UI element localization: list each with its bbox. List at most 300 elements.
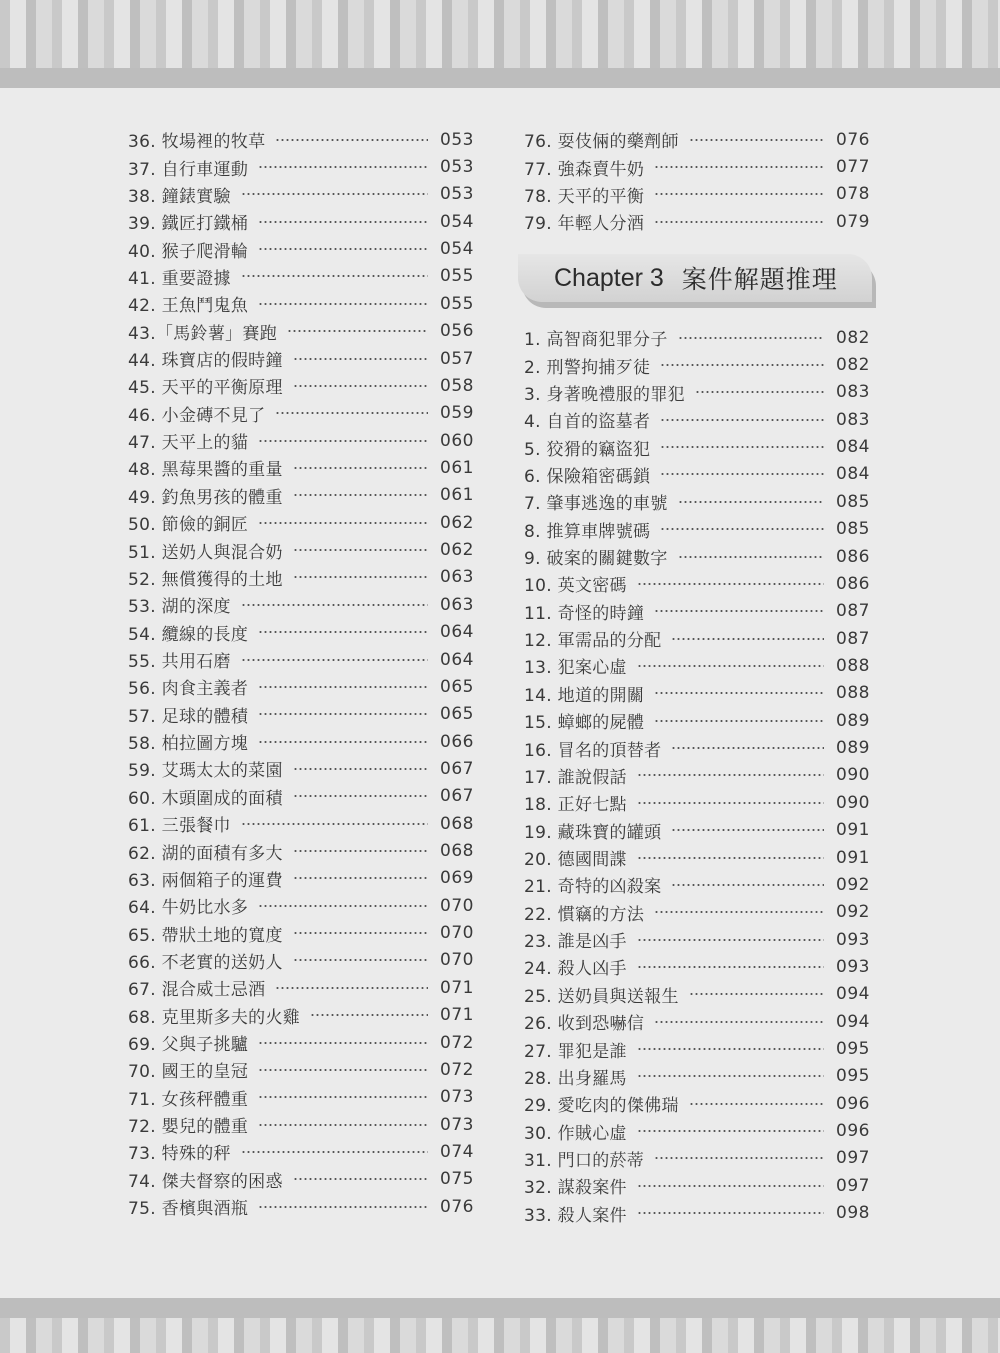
toc-entry-title: 15. 蟑螂的屍體	[524, 713, 645, 734]
toc-entry	[128, 837, 474, 864]
toc-entry-title: 47. 天平上的貓	[128, 433, 249, 454]
dot-leader	[258, 1206, 428, 1208]
toc-entry-title: 11. 奇怪的時鐘	[524, 603, 645, 624]
toc-entry-title: 28. 出身羅馬	[524, 1068, 627, 1089]
toc-entry	[524, 926, 870, 953]
toc-entry-page: 062	[440, 512, 474, 533]
dot-leader	[241, 823, 428, 825]
dot-leader	[660, 419, 824, 421]
dot-leader	[258, 1096, 428, 1098]
toc-entry	[128, 235, 474, 262]
dot-leader	[293, 959, 428, 961]
toc-entry	[128, 208, 474, 235]
toc-entry	[524, 1200, 870, 1227]
dot-leader	[671, 829, 824, 831]
toc-entry-title: 37. 自行車運動	[128, 159, 249, 180]
toc-entry	[128, 427, 474, 454]
toc-entry-title: 65. 帶狀土地的寬度	[128, 925, 283, 946]
bottom-rule	[0, 1298, 1000, 1318]
dot-leader	[637, 1075, 824, 1077]
toc-entry-page: 067	[440, 758, 474, 779]
toc-entry	[128, 755, 474, 782]
dot-leader	[293, 850, 428, 852]
toc-entry	[524, 707, 870, 734]
toc-entry-page: 053	[440, 184, 474, 205]
toc-entry-page: 085	[836, 491, 870, 512]
toc-entry	[128, 646, 474, 673]
toc-entry-title: 73. 特殊的秤	[128, 1144, 231, 1165]
toc-entry-title: 9. 破案的關鍵數字	[524, 549, 668, 570]
dot-leader	[293, 795, 428, 797]
toc-entry	[128, 673, 474, 700]
dot-leader	[287, 330, 428, 332]
toc-entry-page: 065	[440, 676, 474, 697]
dot-leader	[258, 713, 428, 715]
toc-entry-page: 083	[836, 409, 870, 430]
dot-leader	[275, 412, 428, 414]
toc-entry-title: 57. 足球的體積	[128, 706, 249, 727]
toc-entry-title: 24. 殺人凶手	[524, 959, 627, 980]
toc-entry-page: 079	[836, 211, 870, 232]
toc-entry-page: 073	[440, 1114, 474, 1135]
toc-entry-page: 085	[836, 519, 870, 540]
toc-entry-page: 094	[836, 1011, 870, 1032]
toc-entry	[128, 290, 474, 317]
dot-leader	[293, 576, 428, 578]
toc-entry	[524, 1035, 870, 1062]
toc-entry-page: 095	[836, 1066, 870, 1087]
toc-entry-title: 67. 混合威士忌酒	[128, 980, 266, 1001]
toc-entry-page: 067	[440, 786, 474, 807]
toc-entry-page: 061	[440, 485, 474, 506]
dot-leader	[637, 1212, 824, 1214]
toc-entry-page: 060	[440, 430, 474, 451]
toc-entry	[128, 947, 474, 974]
dot-leader	[637, 966, 824, 968]
toc-entry	[524, 652, 870, 679]
toc-entry	[128, 1002, 474, 1029]
toc-entry	[524, 1008, 870, 1035]
toc-entry	[524, 543, 870, 570]
chapter-heading-banner	[518, 254, 872, 302]
toc-entry-page: 076	[440, 1196, 474, 1217]
toc-entry-page: 098	[836, 1203, 870, 1224]
toc-entry-title: 72. 嬰兒的體重	[128, 1117, 249, 1138]
toc-entry	[524, 433, 870, 460]
toc-right-column-top	[524, 126, 870, 235]
toc-entry-page: 090	[836, 765, 870, 786]
dot-leader	[241, 193, 428, 195]
toc-entry	[524, 1090, 870, 1117]
dot-leader	[654, 720, 824, 722]
toc-entry-page: 090	[836, 792, 870, 813]
toc-entry	[524, 379, 870, 406]
toc-entry	[128, 1138, 474, 1165]
toc-entry-page: 064	[440, 622, 474, 643]
toc-entry	[524, 844, 870, 871]
toc-entry	[128, 153, 474, 180]
dot-leader	[660, 364, 824, 366]
dot-leader	[654, 166, 824, 168]
toc-entry-title: 42. 王魚鬥鬼魚	[128, 296, 249, 317]
toc-entry-page: 089	[836, 710, 870, 731]
toc-entry-page: 091	[836, 847, 870, 868]
toc-entry	[128, 974, 474, 1001]
toc-entry-page: 073	[440, 1087, 474, 1108]
dot-leader	[654, 221, 824, 223]
dot-leader	[654, 193, 824, 195]
toc-entry	[128, 126, 474, 153]
toc-entry-page: 097	[836, 1175, 870, 1196]
toc-entry-page: 088	[836, 683, 870, 704]
toc-entry-title: 69. 父與子挑驢	[128, 1035, 249, 1056]
dot-leader	[258, 686, 428, 688]
toc-entry	[524, 324, 870, 351]
toc-entry-title: 52. 無償獲得的土地	[128, 569, 283, 590]
toc-entry-page: 072	[440, 1059, 474, 1080]
toc-entry-page: 077	[836, 157, 870, 178]
toc-entry	[128, 263, 474, 290]
bottom-stripe-band	[0, 1318, 1000, 1353]
dot-leader	[258, 221, 428, 223]
dot-leader	[689, 139, 824, 141]
toc-entry-title: 13. 犯案心虛	[524, 658, 627, 679]
toc-entry	[128, 591, 474, 618]
dot-leader	[637, 802, 824, 804]
toc-entry	[524, 126, 870, 153]
toc-entry-title: 79. 年輕人分酒	[524, 214, 645, 235]
toc-entry	[128, 892, 474, 919]
dot-leader	[258, 522, 428, 524]
toc-entry-page: 071	[440, 977, 474, 998]
toc-entry-title: 31. 門口的菸蒂	[524, 1150, 645, 1171]
toc-entry	[524, 953, 870, 980]
toc-entry-title: 20. 德國間諜	[524, 850, 627, 870]
dot-leader	[637, 774, 824, 776]
toc-entry-page: 063	[440, 567, 474, 588]
dot-leader	[637, 1130, 824, 1132]
toc-entry	[128, 482, 474, 509]
toc-entry	[524, 899, 870, 926]
toc-entry	[524, 789, 870, 816]
toc-entry	[524, 871, 870, 898]
toc-entry-title: 55. 共用石磨	[128, 652, 231, 672]
toc-entry	[128, 1166, 474, 1193]
toc-entry-title: 54. 纜線的長度	[128, 624, 249, 645]
toc-entry	[128, 618, 474, 645]
toc-entry	[128, 919, 474, 946]
toc-entry	[128, 181, 474, 208]
toc-entry	[128, 400, 474, 427]
toc-entry-page: 069	[440, 868, 474, 889]
toc-entry	[128, 1111, 474, 1138]
toc-entry	[524, 351, 870, 378]
toc-entry-page: 070	[440, 895, 474, 916]
toc-entry-page: 093	[836, 956, 870, 977]
dot-leader	[293, 549, 428, 551]
toc-entry-page: 076	[836, 129, 870, 150]
toc-entry-page: 063	[440, 594, 474, 615]
dot-leader	[258, 631, 428, 633]
dot-leader	[293, 385, 428, 387]
dot-leader	[660, 446, 824, 448]
toc-entry-title: 39. 鐵匠打鐵桶	[128, 214, 249, 235]
toc-entry-page: 096	[836, 1121, 870, 1142]
dot-leader	[258, 303, 428, 305]
dot-leader	[654, 1157, 824, 1159]
toc-entry-title: 27. 罪犯是誰	[524, 1041, 627, 1062]
dot-leader	[671, 747, 824, 749]
chapter-label: Chapter 3	[554, 263, 664, 292]
toc-entry-title: 32. 謀殺案件	[524, 1178, 627, 1199]
toc-entry-page: 062	[440, 540, 474, 561]
toc-entry	[524, 461, 870, 488]
toc-entry	[128, 454, 474, 481]
toc-entry	[524, 181, 870, 208]
toc-entry-page: 055	[440, 266, 474, 287]
dot-leader	[678, 556, 824, 558]
toc-entry	[524, 488, 870, 515]
toc-entry	[128, 783, 474, 810]
dot-leader	[654, 610, 824, 612]
dot-leader	[275, 139, 428, 141]
toc-entry	[524, 406, 870, 433]
toc-entry-title: 43.「馬鈴薯」賽跑	[128, 323, 278, 344]
toc-entry	[524, 598, 870, 625]
toc-entry-title: 17. 誰說假話	[524, 767, 627, 788]
toc-right-column-bottom	[524, 324, 870, 1227]
toc-entry-page: 065	[440, 704, 474, 725]
toc-entry-title: 46. 小金磚不見了	[128, 405, 266, 426]
toc-entry-page: 084	[836, 437, 870, 458]
toc-entry-title: 5. 狡猾的竊盜犯	[524, 439, 651, 460]
toc-entry-title: 71. 女孩秤體重	[128, 1089, 249, 1110]
dot-leader	[241, 604, 428, 606]
toc-entry-page: 054	[440, 211, 474, 232]
toc-entry	[128, 728, 474, 755]
toc-entry-title: 49. 釣魚男孩的體重	[128, 487, 283, 508]
dot-leader	[695, 391, 824, 393]
toc-entry	[524, 1063, 870, 1090]
toc-entry	[128, 372, 474, 399]
top-stripe-band	[0, 0, 1000, 68]
toc-entry	[128, 536, 474, 563]
toc-entry	[524, 153, 870, 180]
toc-entry-page: 072	[440, 1032, 474, 1053]
toc-entry-title: 4. 自首的盜墓者	[524, 412, 651, 433]
toc-entry-title: 36. 牧場裡的牧草	[128, 132, 266, 153]
toc-entry-title: 75. 香檳與酒瓶	[128, 1199, 249, 1220]
toc-entry-title: 2. 刑警拘捕歹徒	[524, 357, 651, 378]
toc-entry-page: 094	[836, 984, 870, 1005]
toc-entry-page: 087	[836, 628, 870, 649]
toc-entry-title: 33. 殺人案件	[524, 1205, 627, 1226]
toc-entry-title: 78. 天平的平衡	[524, 186, 645, 207]
toc-entry-page: 086	[836, 546, 870, 567]
toc-entry-title: 19. 藏珠寶的罐頭	[524, 822, 662, 843]
toc-entry	[128, 345, 474, 372]
toc-entry	[524, 1145, 870, 1172]
dot-leader	[293, 358, 428, 360]
toc-entry-title: 58. 柏拉圖方塊	[128, 734, 249, 755]
dot-leader	[293, 932, 428, 934]
toc-entry-title: 59. 艾瑪太太的菜園	[128, 761, 283, 782]
toc-entry-title: 3. 身著晚禮服的罪犯	[524, 384, 685, 405]
toc-entry-page: 068	[440, 841, 474, 862]
toc-entry-title: 8. 推算車牌號碼	[524, 521, 651, 542]
dot-leader	[689, 1103, 824, 1105]
toc-entry	[128, 1056, 474, 1083]
toc-entry	[128, 1029, 474, 1056]
toc-entry-page: 078	[836, 184, 870, 205]
toc-entry	[128, 810, 474, 837]
dot-leader	[637, 1048, 824, 1050]
dot-leader	[293, 877, 428, 879]
dot-leader	[654, 1021, 824, 1023]
toc-entry	[128, 1193, 474, 1220]
toc-entry-title: 41. 重要證據	[128, 268, 231, 289]
toc-entry-title: 38. 鐘錶實驗	[128, 186, 231, 207]
dot-leader	[275, 987, 428, 989]
toc-entry-title: 7. 肇事逃逸的車號	[524, 494, 668, 515]
toc-entry-page: 064	[440, 649, 474, 670]
toc-entry-page: 070	[440, 950, 474, 971]
toc-entry-title: 53. 湖的深度	[128, 597, 231, 618]
toc-entry-title: 63. 兩個箱子的運費	[128, 870, 283, 891]
dot-leader	[637, 857, 824, 859]
dot-leader	[241, 659, 428, 661]
dot-leader	[660, 473, 824, 475]
dot-leader	[293, 494, 428, 496]
toc-entry-page: 082	[836, 327, 870, 348]
toc-entry-title: 16. 冒名的頂替者	[524, 740, 662, 761]
dot-leader	[241, 1151, 428, 1153]
toc-entry-page: 089	[836, 738, 870, 759]
toc-entry-title: 12. 軍需品的分配	[524, 631, 662, 652]
dot-leader	[660, 528, 824, 530]
toc-entry-title: 44. 珠寶店的假時鐘	[128, 351, 283, 372]
toc-entry-title: 68. 克里斯多夫的火雞	[128, 1007, 301, 1028]
dot-leader	[678, 337, 824, 339]
dot-leader	[241, 275, 428, 277]
toc-entry-title: 76. 耍伎倆的藥劑師	[524, 132, 679, 153]
toc-entry	[524, 625, 870, 652]
toc-entry-page: 057	[440, 348, 474, 369]
dot-leader	[258, 440, 428, 442]
dot-leader	[258, 1124, 428, 1126]
toc-entry	[524, 1117, 870, 1144]
toc-entry-page: 071	[440, 1005, 474, 1026]
toc-entry-page: 091	[836, 820, 870, 841]
dot-leader	[637, 583, 824, 585]
dot-leader	[293, 768, 428, 770]
toc-entry-title: 14. 地道的開關	[524, 685, 645, 706]
toc-entry-title: 56. 肉食主義者	[128, 679, 249, 700]
toc-entry-title: 74. 傑夫督察的困惑	[128, 1171, 283, 1192]
chapter-heading	[518, 254, 878, 310]
toc-entry	[524, 570, 870, 597]
toc-entry-page: 075	[440, 1169, 474, 1190]
toc-entry-title: 40. 猴子爬滑輪	[128, 241, 249, 262]
toc-entry-title: 18. 正好七點	[524, 795, 627, 816]
toc-entry-title: 22. 慣竊的方法	[524, 904, 645, 925]
toc-entry-title: 60. 木頭圍成的面積	[128, 788, 283, 809]
toc-entry-title: 77. 強森賣牛奶	[524, 159, 645, 180]
dot-leader	[258, 1042, 428, 1044]
dot-leader	[258, 1069, 428, 1071]
dot-leader	[258, 248, 428, 250]
toc-entry-page: 097	[836, 1148, 870, 1169]
toc-entry-title: 6. 保險箱密碼鎖	[524, 466, 651, 487]
toc-entry-page: 058	[440, 375, 474, 396]
toc-entry-page: 083	[836, 382, 870, 403]
dot-leader	[671, 638, 824, 640]
toc-entry-page: 061	[440, 457, 474, 478]
toc-entry-page: 086	[836, 573, 870, 594]
toc-entry-page: 055	[440, 293, 474, 314]
toc-entry-title: 26. 收到恐嚇信	[524, 1014, 645, 1035]
toc-entry	[128, 1084, 474, 1111]
toc-entry-title: 61. 三張餐巾	[128, 816, 231, 837]
toc-entry-page: 088	[836, 655, 870, 676]
toc-entry-page: 092	[836, 902, 870, 923]
toc-entry-page: 053	[440, 157, 474, 178]
toc-entry-page: 054	[440, 239, 474, 260]
top-rule	[0, 68, 1000, 88]
toc-entry-page: 056	[440, 321, 474, 342]
toc-entry-page: 059	[440, 403, 474, 424]
toc-entry-title: 62. 湖的面積有多大	[128, 843, 283, 864]
toc-entry	[128, 509, 474, 536]
chapter-title: 案件解題推理	[681, 265, 838, 294]
dot-leader	[310, 1014, 428, 1016]
toc-entry-page: 084	[836, 464, 870, 485]
toc-entry-page: 093	[836, 929, 870, 950]
toc-entry	[128, 865, 474, 892]
dot-leader	[258, 905, 428, 907]
toc-entry	[524, 516, 870, 543]
dot-leader	[654, 692, 824, 694]
toc-entry-page: 074	[440, 1141, 474, 1162]
toc-entry	[524, 734, 870, 761]
toc-entry-title: 1. 高智商犯罪分子	[524, 330, 668, 351]
dot-leader	[689, 993, 824, 995]
toc-entry	[128, 318, 474, 345]
toc-entry	[524, 762, 870, 789]
toc-entry-page: 053	[440, 129, 474, 150]
dot-leader	[293, 1178, 428, 1180]
toc-entry-page: 066	[440, 731, 474, 752]
dot-leader	[258, 741, 428, 743]
toc-entry	[524, 208, 870, 235]
dot-leader	[654, 911, 824, 913]
toc-entry-page: 092	[836, 874, 870, 895]
toc-entry-page: 087	[836, 601, 870, 622]
toc-entry-title: 50. 節儉的銅匠	[128, 515, 249, 536]
toc-entry	[524, 680, 870, 707]
dot-leader	[671, 884, 824, 886]
toc-entry-page: 082	[836, 355, 870, 376]
toc-entry-title: 30. 作賊心虛	[524, 1123, 627, 1144]
dot-leader	[637, 939, 824, 941]
toc-entry-title: 70. 國王的皇冠	[128, 1062, 249, 1083]
toc-entry	[524, 816, 870, 843]
toc-entry-title: 29. 愛吃肉的傑佛瑞	[524, 1096, 679, 1117]
dot-leader	[293, 467, 428, 469]
toc-entry-title: 45. 天平的平衡原理	[128, 378, 283, 399]
toc-entry-title: 21. 奇特的凶殺案	[524, 877, 662, 898]
toc-entry	[128, 564, 474, 591]
